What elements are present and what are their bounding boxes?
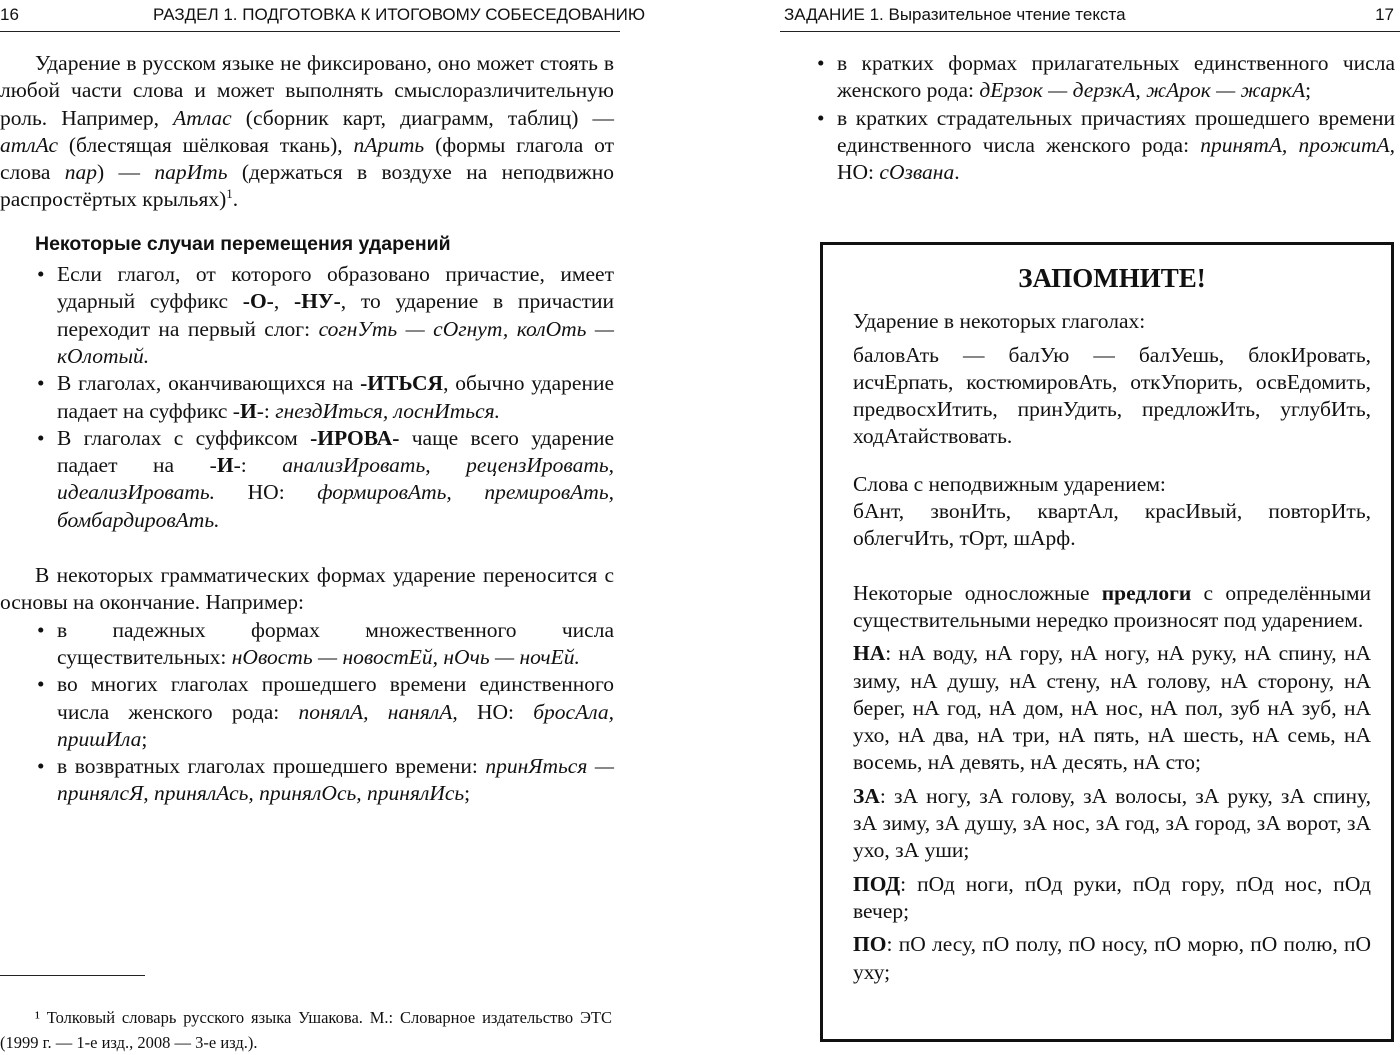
section-heading: Некоторые случаи перемещения ударений [35, 232, 451, 255]
right-body [815, 50, 1395, 186]
preposition-po: ПО: пО лесу, пО полу, пО носу, пО морю, пО полю, пО уху; [853, 932, 1371, 984]
running-title: РАЗДЕЛ 1. ПОДГОТОВКА К ИТОГОВОМУ СОБЕСЕДОВАНИЮ [153, 5, 646, 24]
running-title: ЗАДАНИЕ 1. Выразительное чтение текста [784, 5, 1126, 24]
page-number: 17 [1375, 5, 1394, 24]
fixed-stress-list: бАнт, звонИть, квартАл, красИвый, повторИть, облегчИть, тОрт, шАрф. [853, 499, 1371, 551]
header-rule [0, 31, 620, 32]
running-header-left [0, 2, 646, 30]
list-item: • в падежных формах множественного числа существительных: нОвость — новостЕй, нОчь — ночЕй. [35, 617, 614, 672]
footnote: ¹ Толковый словарь русского языка Ушакова. М.: Словарное издательство ЭТС (1999 г. — 1-е изд., 2008 — 3-е изд.). [0, 1007, 612, 1052]
verbs-label: Ударение в некоторых глаголах: [853, 309, 1146, 334]
list-item: • Если глагол, от которого образовано причастие, имеет ударный суффикс -О-, -НУ-, то ударение в причастии переходит на первый слог: согнУть — сОгнут, колОть — кОлотый. [35, 261, 614, 370]
list-item: • в кратких страдательных причастиях прошедшего времени единственного числа женского рода: принятА, прожитА, НО: сОзвана. [815, 105, 1395, 187]
verbs-list: баловАть — балУю — балУешь, блокИровать, исчЕрпать, костюмировАть, откУпорить, освЕдомить, предвосхИтить, принУдить, предложИть, углубИть, ходАтайствовать. [853, 342, 1371, 449]
footnote-rule [0, 975, 145, 976]
header-rule [780, 31, 1400, 32]
list-item: • В глаголах, оканчивающихся на -ИТЬСЯ, обычно ударение падает на суффикс -И-: гнездИться, лоснИться. [35, 370, 614, 425]
prepositions-paragraph: Некоторые односложные предлоги с определёнными существительными нередко произносят под ударением. [853, 580, 1371, 632]
remember-box-content [853, 261, 1371, 986]
short-forms-list [815, 50, 1395, 186]
preposition-pod: ПОД: пОд ноги, пОд руки, пОд гору, пОд нос, пОд вечер; [853, 871, 1371, 923]
ending-stress-list [35, 617, 614, 808]
remember-box [820, 242, 1394, 1042]
stress-shift-list [35, 261, 614, 534]
running-header-right [780, 2, 1400, 30]
list-item: • во многих глаголах прошедшего времени единственного числа женского рода: понялА, нанялА, НО: бросАла, пришИла; [35, 671, 614, 753]
right-page [780, 0, 1400, 1048]
preposition-za: ЗА: зА ногу, зА голову, зА волосы, зА руку, зА спину, зА зиму, зА душу, зА нос, зА год, зА город, зА ворот, зА ухо, зА уши; [853, 783, 1371, 863]
intro-paragraph: Ударение в русском языке не фиксировано, оно может стоять в любой части слова и может выполнять смыслоразличительную роль. Например, Атлас (сборник карт, диаграмм, таблиц) — атлАс (блестящая шёлковая ткань), пАрить (формы глагола от слова пар) — парИть (держаться в воздухе на неподвижно распростёртых крыльях)$^1$. [0, 51, 614, 212]
left-body [0, 50, 614, 808]
fixed-stress-label: Слова с неподвижным ударением: [853, 471, 1166, 496]
list-item: • в кратких формах прилагательных единственного числа женского рода: дЕрзок — дерзкА, жАрок — жаркА; [815, 50, 1395, 105]
box-title: ЗАПОМНИТЕ! [1018, 263, 1206, 293]
left-page [0, 0, 646, 1052]
preposition-na: НА: нА воду, нА гору, нА ногу, нА руку, нА спину, нА зиму, нА душу, нА стену, нА голову, нА сторону, нА берег, нА год, нА дом, нА нос, нА пол, зуб нА зуб, нА ухо, нА два, нА три, нА пять, нА шесть, нА семь, нА восемь, нА девять, нА десять, нА сто; [853, 641, 1371, 775]
page-number: 16 [0, 5, 19, 24]
list-item: • В глаголах с суффиксом -ИРОВА- чаще всего ударение падает на -И-: анализИровать, рецензИровать, идеализИровать. НО: формировАть, премировАть, бомбардировАть. [35, 425, 614, 534]
list-item: • в возвратных глаголах прошедшего времени: принЯться — принялсЯ, принялАсь, принялОсь, принялИсь; [35, 753, 614, 808]
grammar-paragraph: В некоторых грамматических формах ударение переносится с основы на окончание. Например: [0, 563, 614, 615]
